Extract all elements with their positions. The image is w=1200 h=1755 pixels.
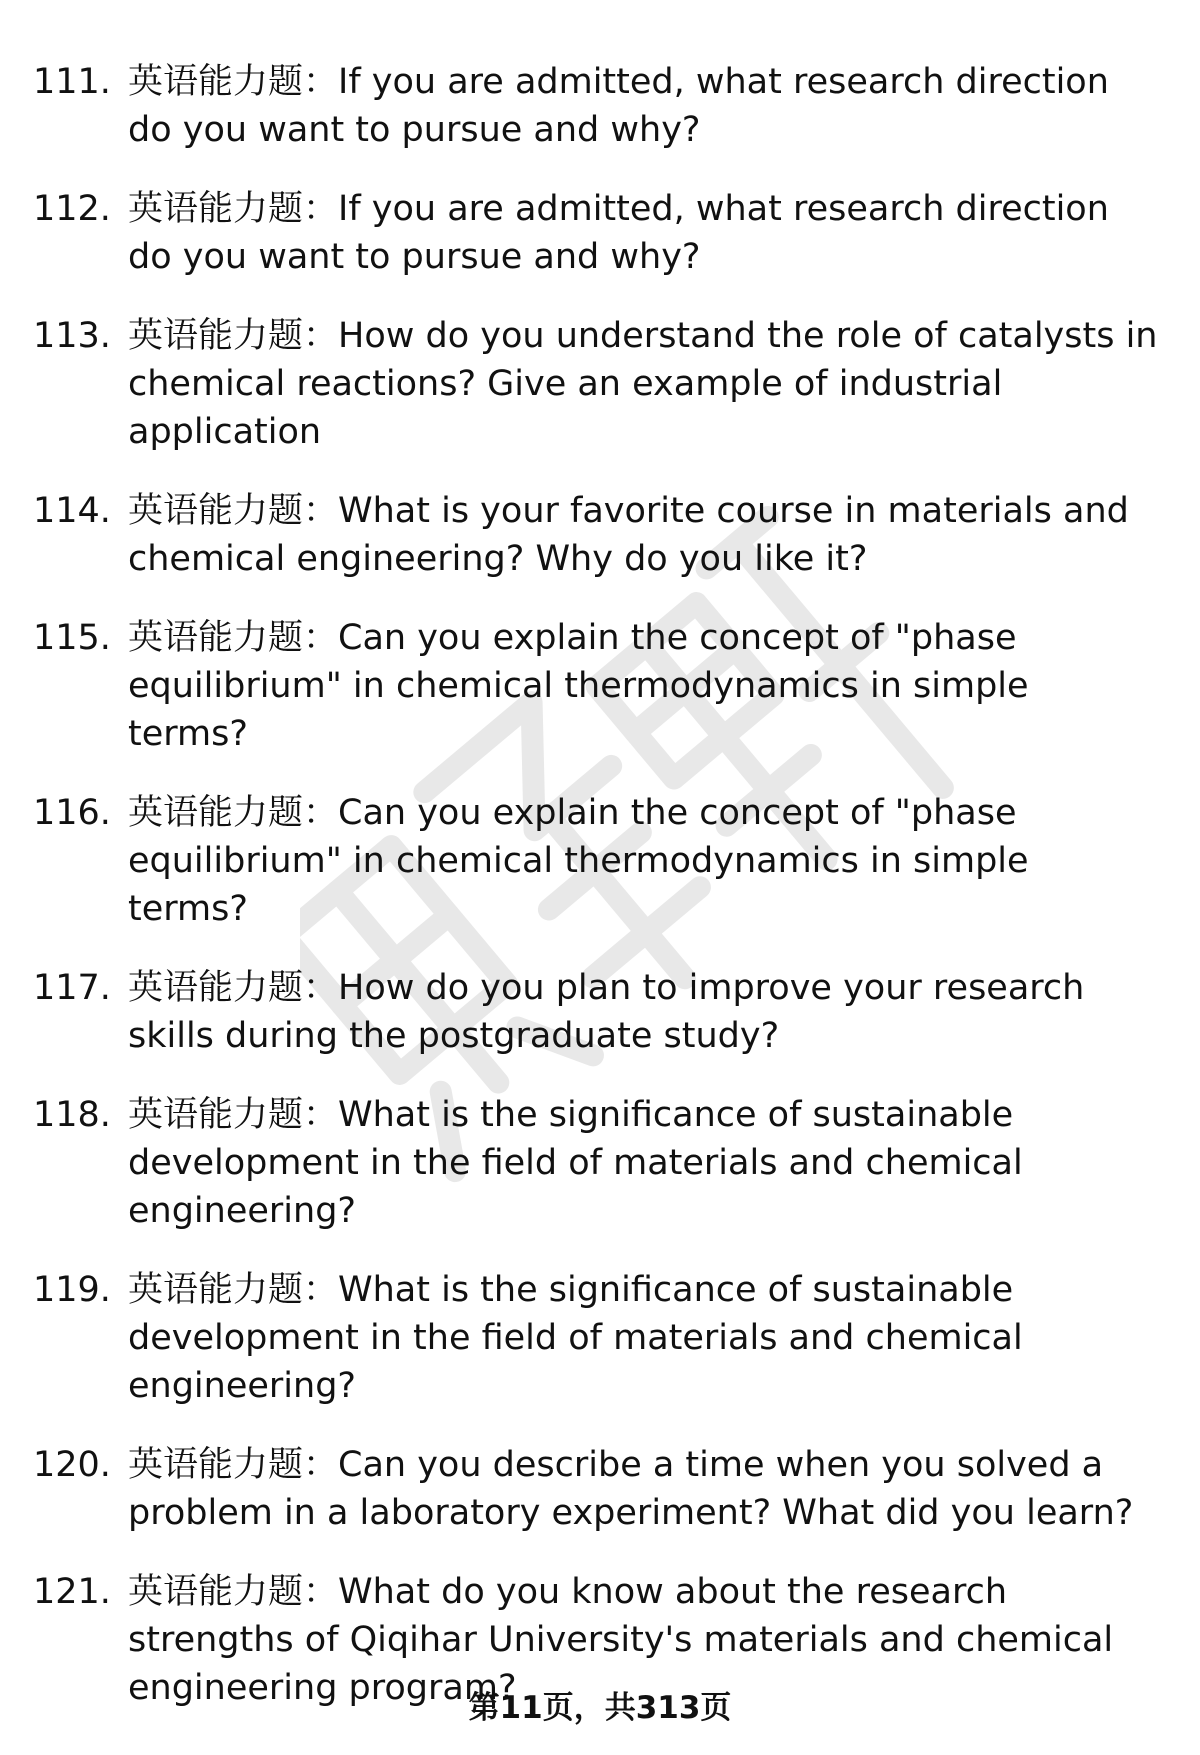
question-prefix: 英语能力题： <box>128 968 339 1008</box>
question-text: What is your favorite course in materials and chemical engineering? Why do you like it? <box>128 491 1129 579</box>
question-body <box>128 614 1158 758</box>
question-prefix: 英语能力题： <box>128 1572 339 1612</box>
question-item <box>0 964 1200 1060</box>
question-item <box>0 185 1200 281</box>
question-body <box>128 487 1158 583</box>
question-list <box>0 58 1200 1743</box>
question-prefix: 英语能力题： <box>128 1445 339 1485</box>
question-number: 114. <box>33 491 111 531</box>
question-text: How do you understand the role of catalysts in chemical reactions? Give an example of industrial application <box>128 316 1158 452</box>
question-text: Can you describe a time when you solved a problem in a laboratory experiment? What did you learn? <box>128 1445 1134 1533</box>
question-prefix: 英语能力题： <box>128 1095 339 1135</box>
question-number: 118. <box>33 1095 111 1135</box>
question-body <box>128 312 1158 456</box>
question-item <box>0 1091 1200 1235</box>
question-body <box>128 964 1158 1060</box>
question-text: If you are admitted, what research direction do you want to pursue and why? <box>128 62 1109 150</box>
question-prefix: 英语能力题： <box>128 491 339 531</box>
question-body <box>128 58 1158 154</box>
question-text: Can you explain the concept of "phase equilibrium" in chemical thermodynamics in simple terms? <box>128 793 1029 929</box>
question-number: 119. <box>33 1270 111 1310</box>
question-text: How do you plan to improve your research skills during the postgraduate study? <box>128 968 1085 1056</box>
question-text: What is the significance of sustainable development in the field of materials and chemical engineering? <box>128 1270 1023 1406</box>
page-footer: 第11页，共313页 <box>468 1690 732 1726</box>
question-number: 113. <box>33 316 111 356</box>
question-number: 111. <box>33 62 111 102</box>
question-prefix: 英语能力题： <box>128 618 339 658</box>
question-prefix: 英语能力题： <box>128 62 339 102</box>
question-text: If you are admitted, what research direction do you want to pursue and why? <box>128 189 1109 277</box>
question-number: 121. <box>33 1572 111 1612</box>
question-prefix: 英语能力题： <box>128 793 339 833</box>
question-item <box>0 58 1200 154</box>
question-text: Can you explain the concept of "phase equilibrium" in chemical thermodynamics in simple terms? <box>128 618 1029 754</box>
question-item <box>0 614 1200 758</box>
question-body <box>128 789 1158 933</box>
question-prefix: 英语能力题： <box>128 1270 339 1310</box>
question-number: 112. <box>33 189 111 229</box>
question-body <box>128 1091 1158 1235</box>
question-item <box>0 1266 1200 1410</box>
question-body <box>128 1441 1158 1537</box>
question-item <box>0 789 1200 933</box>
question-body <box>128 1266 1158 1410</box>
question-item <box>0 1441 1200 1537</box>
question-text: What is the significance of sustainable development in the field of materials and chemical engineering? <box>128 1095 1023 1231</box>
question-body <box>128 185 1158 281</box>
question-number: 115. <box>33 618 111 658</box>
question-item <box>0 487 1200 583</box>
question-number: 120. <box>33 1445 111 1485</box>
question-prefix: 英语能力题： <box>128 189 339 229</box>
question-number: 117. <box>33 968 111 1008</box>
question-number: 116. <box>33 793 111 833</box>
question-text: What do you know about the research strengths of Qiqihar University's materials and chemical engineering program? <box>128 1572 1114 1708</box>
question-item <box>0 312 1200 456</box>
question-prefix: 英语能力题： <box>128 316 339 356</box>
